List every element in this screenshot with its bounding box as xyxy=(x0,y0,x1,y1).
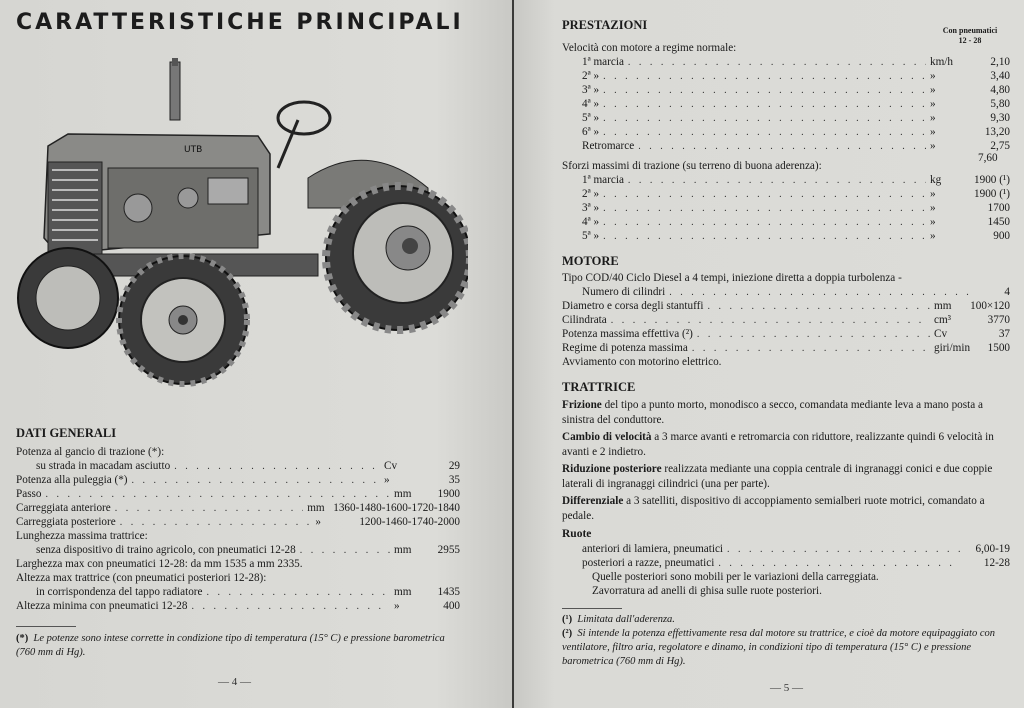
list-item: 7,60 xyxy=(978,152,998,164)
page-title: CARATTERISTICHE PRINCIPALI xyxy=(16,10,464,35)
section-motore: MOTORE xyxy=(562,254,619,268)
table-row: 6ª » . . . » 13,20 xyxy=(582,126,1010,139)
table-row: 4ª » . . . » 1450 xyxy=(582,216,1010,229)
table-row: 1ª marcia . . . km/h 2,10 xyxy=(582,56,1010,69)
list-item: Zavorratura ad anelli di ghisa sulle ruote posteriori. xyxy=(592,585,822,597)
section-trattrice: TRATTRICE xyxy=(562,380,636,394)
table-row: posteriori a razze, pneumatici . . . 12-28 xyxy=(582,557,1010,570)
paragraph-cambio: Cambio di velocità a 3 marce avanti e retromarcia con riduttore, realizzante quindi 6 velocità in avanti e 2 indietro. xyxy=(562,431,994,458)
section-prestazioni: PRESTAZIONI xyxy=(562,18,648,32)
table-row: 3ª » . . . » 4,80 xyxy=(582,84,1010,97)
footnote-2: (²) Si intende la potenza effettivamente resa dal motore su trattrice, e cioè da motore equipaggiato con ventilatore, filtro aria, regolatore e dinamo, in condizioni tipo di temperatura (15° C) e pressione barometrica (760 mm di Hg). xyxy=(562,628,995,667)
table-row: Potenza massima effettiva (²) . . . Cv 37 xyxy=(562,328,1010,341)
list-item: Sforzi massimi di trazione (su terreno di buona aderenza): xyxy=(562,160,822,172)
table-row: 3ª » . . . » 1700 xyxy=(582,202,1010,215)
list-item: Quelle posteriori sono mobili per le variazioni della carreggiata. xyxy=(592,571,879,583)
hood-logo: UTB xyxy=(184,145,203,155)
list-item: Larghezza max con pneumatici 12-28: da mm 1535 a mm 2335. xyxy=(16,558,303,570)
list-item: Passo . . . mm 1900 xyxy=(16,488,460,501)
table-row: 2ª » . . . » 1900 (¹) xyxy=(582,188,1010,201)
list-item: su strada in macadam asciutto . . . Cv 29 xyxy=(36,460,460,473)
list-item: Tipo COD/40 Ciclo Diesel a 4 tempi, iniezione diretta a doppia turbolenza - xyxy=(562,272,902,284)
table-row: 5ª » . . . » 900 xyxy=(582,230,1010,243)
paragraph-differenziale: Differenziale a 3 satelliti, dispositivo di accoppiamento semialberi ruote motrici, comandato a pedale. xyxy=(562,495,985,522)
section-dati-generali: DATI GENERALI xyxy=(16,426,117,440)
table-row: 2ª » . . . » 3,40 xyxy=(582,70,1010,83)
list-item: Potenza al gancio di trazione (*): xyxy=(16,446,165,458)
table-row: Retromarce . . . » 2,75 xyxy=(582,140,1010,153)
list-item: senza dispositivo di traino agricolo, con pneumatici 12-28 . . . mm 2955 xyxy=(36,544,460,557)
table-row: 1ª marcia . . . kg 1900 (¹) xyxy=(582,174,1010,187)
table-row: anteriori di lamiera, pneumatici . . . 6,00-19 xyxy=(582,543,1010,556)
footnote-1: (¹) Limitata dall'aderenza. xyxy=(562,614,675,625)
list-item: Potenza alla puleggia (*) . . . » 35 xyxy=(16,474,460,487)
table-row: Numero di cilindri . . . 4 xyxy=(582,286,1010,299)
paragraph-riduzione: Riduzione posteriore realizzata mediante una coppia centrale di ingranaggi conici e due coppie laterali di ingranaggi cilindrici (una per parte). xyxy=(562,463,993,490)
paragraph-frizione: Frizione del tipo a punto morto, monodisco a secco, comandata mediante leva a mano posta a sinistra del conduttore. xyxy=(562,399,983,426)
list-item: Altezza minima con pneumatici 12-28 . . . » 400 xyxy=(16,600,460,613)
list-item: Carreggiata posteriore . . . » 1200-1460-1740-2000 xyxy=(16,516,460,529)
footnote-divider xyxy=(16,626,76,627)
page-number: — 5 — xyxy=(770,682,803,694)
right-page xyxy=(514,0,1024,708)
table-row: Regime di potenza massima . . . giri/min 1500 xyxy=(562,342,1010,355)
footnote: (*) Le potenze sono intese corrette in condizione tipo di temperatura (15° C) e pressione barometrica (760 mm di Hg). xyxy=(16,633,445,658)
list-item: Avviamento con motorino elettrico. xyxy=(562,356,722,368)
table-row: Diametro e corsa degli stantuffi . . . mm 100×120 xyxy=(562,300,1010,313)
list-item: Carreggiata anteriore . . . mm 1360-1480-1600-1720-1840 xyxy=(16,502,460,515)
tractor-illustration xyxy=(8,58,468,398)
list-item: in corrispondenza del tappo radiatore . . . mm 1435 xyxy=(36,586,460,599)
table-row: 4ª » . . . » 5,80 xyxy=(582,98,1010,111)
list-item: Altezza max trattrice (con pneumatici posteriori 12-28): xyxy=(16,572,267,584)
page-number: — 4 — xyxy=(218,676,251,688)
list-item: Lunghezza massima trattrice: xyxy=(16,530,148,542)
section-ruote: Ruote xyxy=(562,528,592,540)
list-item: Velocità con motore a regime normale: xyxy=(562,42,737,54)
table-row: Cilindrata . . . cm³ 3770 xyxy=(562,314,1010,327)
table-row: 5ª » . . . » 9,30 xyxy=(582,112,1010,125)
column-header: Con pneumatici 12 - 28 xyxy=(942,26,998,45)
footnote-divider xyxy=(562,608,622,609)
